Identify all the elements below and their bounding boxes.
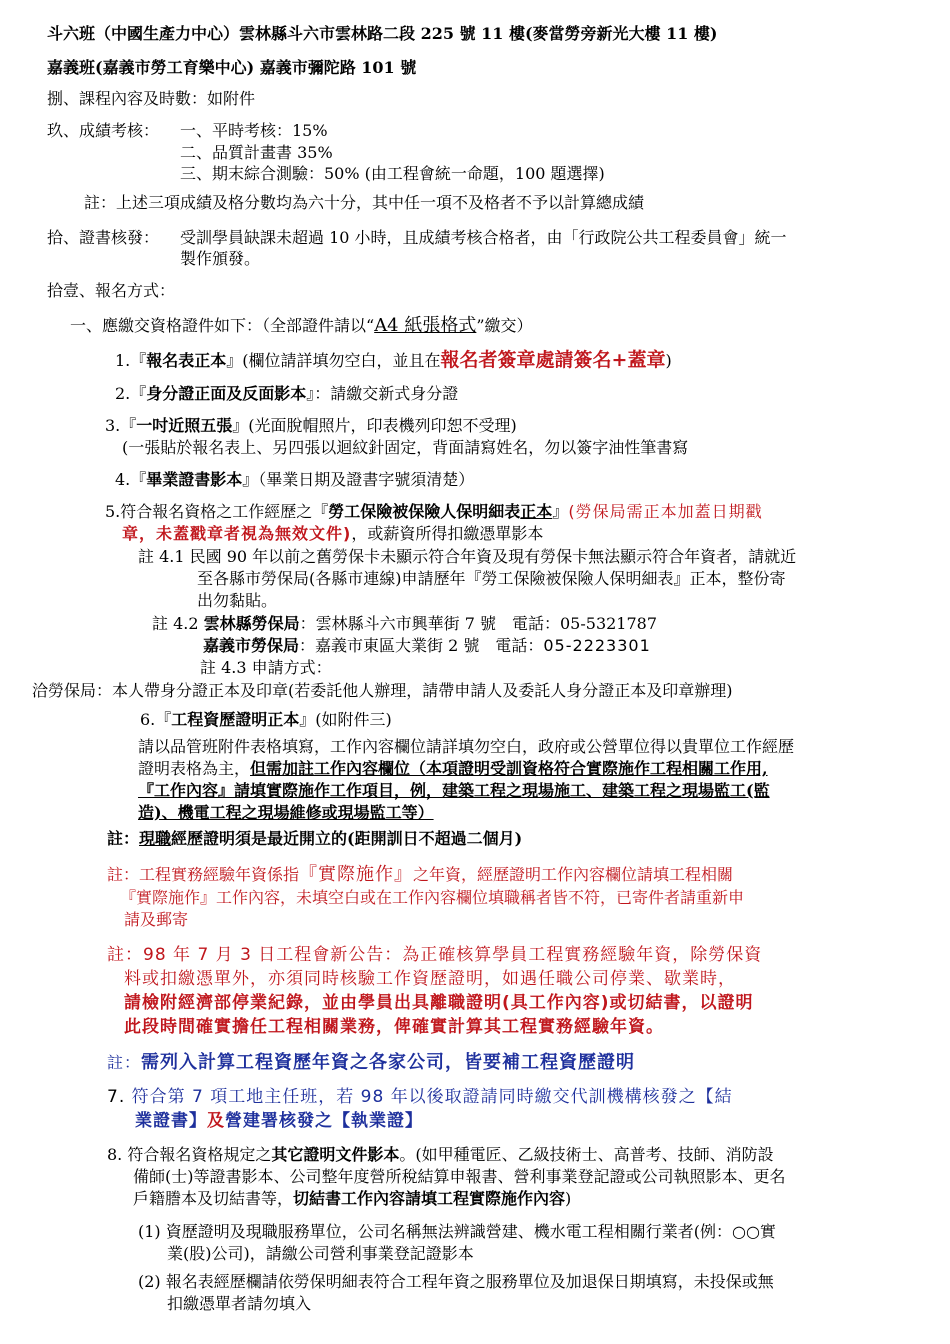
section-10-lead: 拾、證書核發： [47, 228, 160, 247]
item-8-point-2-line-1: (2) 報名表經歷欄請依勞保明細表符合工程年資之服務單位及加退保日期填寫，未投保或無 [138, 1272, 774, 1291]
item-6-line-3: 『工作內容』請填實際施作工作項目，例，建築工程之現場施工、建築工程之現場監工(監 [138, 781, 770, 800]
note-4-1-line-3: 出勿黏貼。 [197, 591, 278, 610]
header-line-2: 嘉義班(嘉義市勞工育樂中心) 嘉義市彌陀路 101 號 [47, 58, 417, 77]
item-3-line-2: (一張貼於報名表上、另四張以迴紋針固定，背面請寫姓名，勿以簽字油性筆書寫 [122, 438, 689, 457]
section-9-item-3: 三、期末綜合測驗：50% (由工程會統一命題，100 題選擇) [180, 164, 605, 183]
note-4-3-apply: 洽勞保局：本人帶身分證正本及印章(若委託他人辦理，請帶申請人及委託人身分證正本及印章辦理) [32, 681, 733, 700]
note-current-job: 註：現職經歷證明須是最近開立的(距開訓日不超過二個月) [107, 829, 523, 848]
item-6-line-1: 請以品管班附件表格填寫，工作內容欄位請詳填勿空白，政府或公營單位得以貴單位工作經歷 [138, 737, 795, 756]
item-7-line-1: 7. 符合第 7 項工地主任班，若 98 年以後取證請同時繳交代訓機構核發之【結 [107, 1087, 733, 1107]
header-line-1: 斗六班（中國生產力中心）雲林縣斗六市雲林路二段 225 號 11 樓(麥當勞旁新光大樓 11 樓) [47, 24, 718, 43]
item-1-application-form: 1.『報名表正本』(欄位請詳填勿空白，並且在報名者簽章處請簽名+蓋章) [115, 349, 672, 371]
note-announcement-line-2: 料或扣繳憑單外，亦須同時核驗工作資歷證明，如遇任職公司停業、歇業時， [124, 969, 736, 989]
sub-1-heading: 一、應繳交資格證件如下：（全部證件請以“A4 紙張格式”繳交） [70, 315, 533, 336]
section-10-text-2: 製作頒發。 [180, 249, 261, 268]
item-5-work-experience: 5.符合報名資格之工作經歷之『勞工保險被保險人保明細表正本』(勞保局需正本加蓋日期戳 [105, 502, 763, 521]
item-8-line-3: 戶籍謄本及切結書等，切結書工作內容請填工程實際施作內容) [133, 1189, 572, 1208]
item-2-id-card: 2.『身分證正面及反面影本』：請繳交新式身分證 [115, 384, 459, 403]
item-4-diploma: 4.『畢業證書影本』（畢業日期及證書字號須清楚） [115, 470, 475, 489]
item-8-point-1-line-2: 業(股)公司)，請繳公司營利事業登記證影本 [167, 1244, 474, 1263]
item-8-point-2-line-2: 扣繳憑單者請勿填入 [167, 1294, 312, 1313]
item-8-line-1: 8. 符合報名資格規定之其它證明文件影本。(如甲種電匠、乙級技術士、高普考、技師、消防設 [107, 1145, 774, 1164]
note-4-2-chiayi: 嘉義市勞保局：嘉義市東區大業街 2 號 電話：05-2223301 [203, 636, 651, 655]
item-7-line-2: 業證書】及營建署核發之【執業證】 [135, 1111, 423, 1131]
note-announcement-line-4: 此段時間確實擔任工程相關業務，俾確實計算其工程實務經驗年資。 [124, 1017, 664, 1037]
note-actual-work-line-2: 『實際施作』工作內容，未填空白或在工作內容欄位填職稱者皆不符，已寄件者請重新申 [120, 888, 745, 907]
note-announcement-line-3: 請檢附經濟部停業紀錄，並由學員出具離職證明(具工作內容)或切結書，以證明 [124, 993, 754, 1013]
note-4-2-yunlin: 註 4.2 雲林縣勞保局：雲林縣斗六市興華街 7 號 電話：05-5321787 [152, 614, 658, 633]
note-4-1-line-2: 至各縣市勞保局(各縣市連線)申請歷年『勞工保險被保險人保明細表』正本，整份寄 [197, 569, 786, 588]
item-5-line-2: 章，未蓋戳章者視為無效文件)，或薪資所得扣繳憑單影本 [122, 524, 544, 543]
note-actual-work-line-3: 請及郵寄 [124, 910, 189, 929]
note-4-1-line-1: 註 4.1 民國 90 年以前之舊勞保卡未顯示符合年資及現有勞保卡無法顯示符合年資者，請就近 [138, 547, 797, 566]
item-6-line-2: 證明表格為主，但需加註工作內容欄位（本項證明受訓資格符合實際施作工程相關工作用, [138, 759, 768, 778]
section-9-item-2: 二、品質計畫書 35% [180, 143, 333, 162]
section-9-item-1: 一、平時考核：15% [180, 121, 328, 140]
item-3-photos: 3.『一吋近照五張』(光面脫帽照片，印表機列印恕不受理) [105, 416, 517, 435]
item-8-line-2: 備師(士)等證書影本、公司整年度營所稅結算申報書、營利事業登記證或公司執照影本、更名 [133, 1167, 786, 1186]
section-8-course-content: 捌、課程內容及時數：如附件 [47, 89, 256, 108]
note-announcement-line-1: 註：98 年 7 月 3 日工程會新公告：為正確核算學員工程實務經驗年資，除勞保資 [107, 945, 763, 965]
section-9-lead: 玖、成績考核： [47, 121, 160, 140]
section-9-note: 註：上述三項成績及格分數均為六十分，其中任一項不及格者不予以計算總成績 [84, 193, 645, 212]
item-8-point-1-line-1: (1) 資歷證明及現職服務單位，公司名稱無法辨識營建、機水電工程相關行業者(例：○○實 [138, 1222, 776, 1241]
item-6-line-4: 造)、機電工程之現場維修或現場監工等） [138, 803, 434, 822]
item-6-engineering-record: 6.『工程資歷證明正本』(如附件三) [140, 710, 392, 729]
note-4-3: 註 4.3 申請方式： [200, 658, 332, 677]
note-actual-work-line-1: 註：工程實務經驗年資係指『實際施作』之年資，經歷證明工作內容欄位請填工程相關 [107, 864, 734, 885]
section-11-title: 拾壹、報名方式： [47, 281, 176, 300]
section-10-text-1: 受訓學員缺課未超過 10 小時，且成績考核合格者，由「行政院公共工程委員會」統一 [180, 228, 787, 247]
note-company-records: 註：需列入計算工程資歷年資之各家公司，皆要補工程資歷證明 [107, 1052, 636, 1073]
